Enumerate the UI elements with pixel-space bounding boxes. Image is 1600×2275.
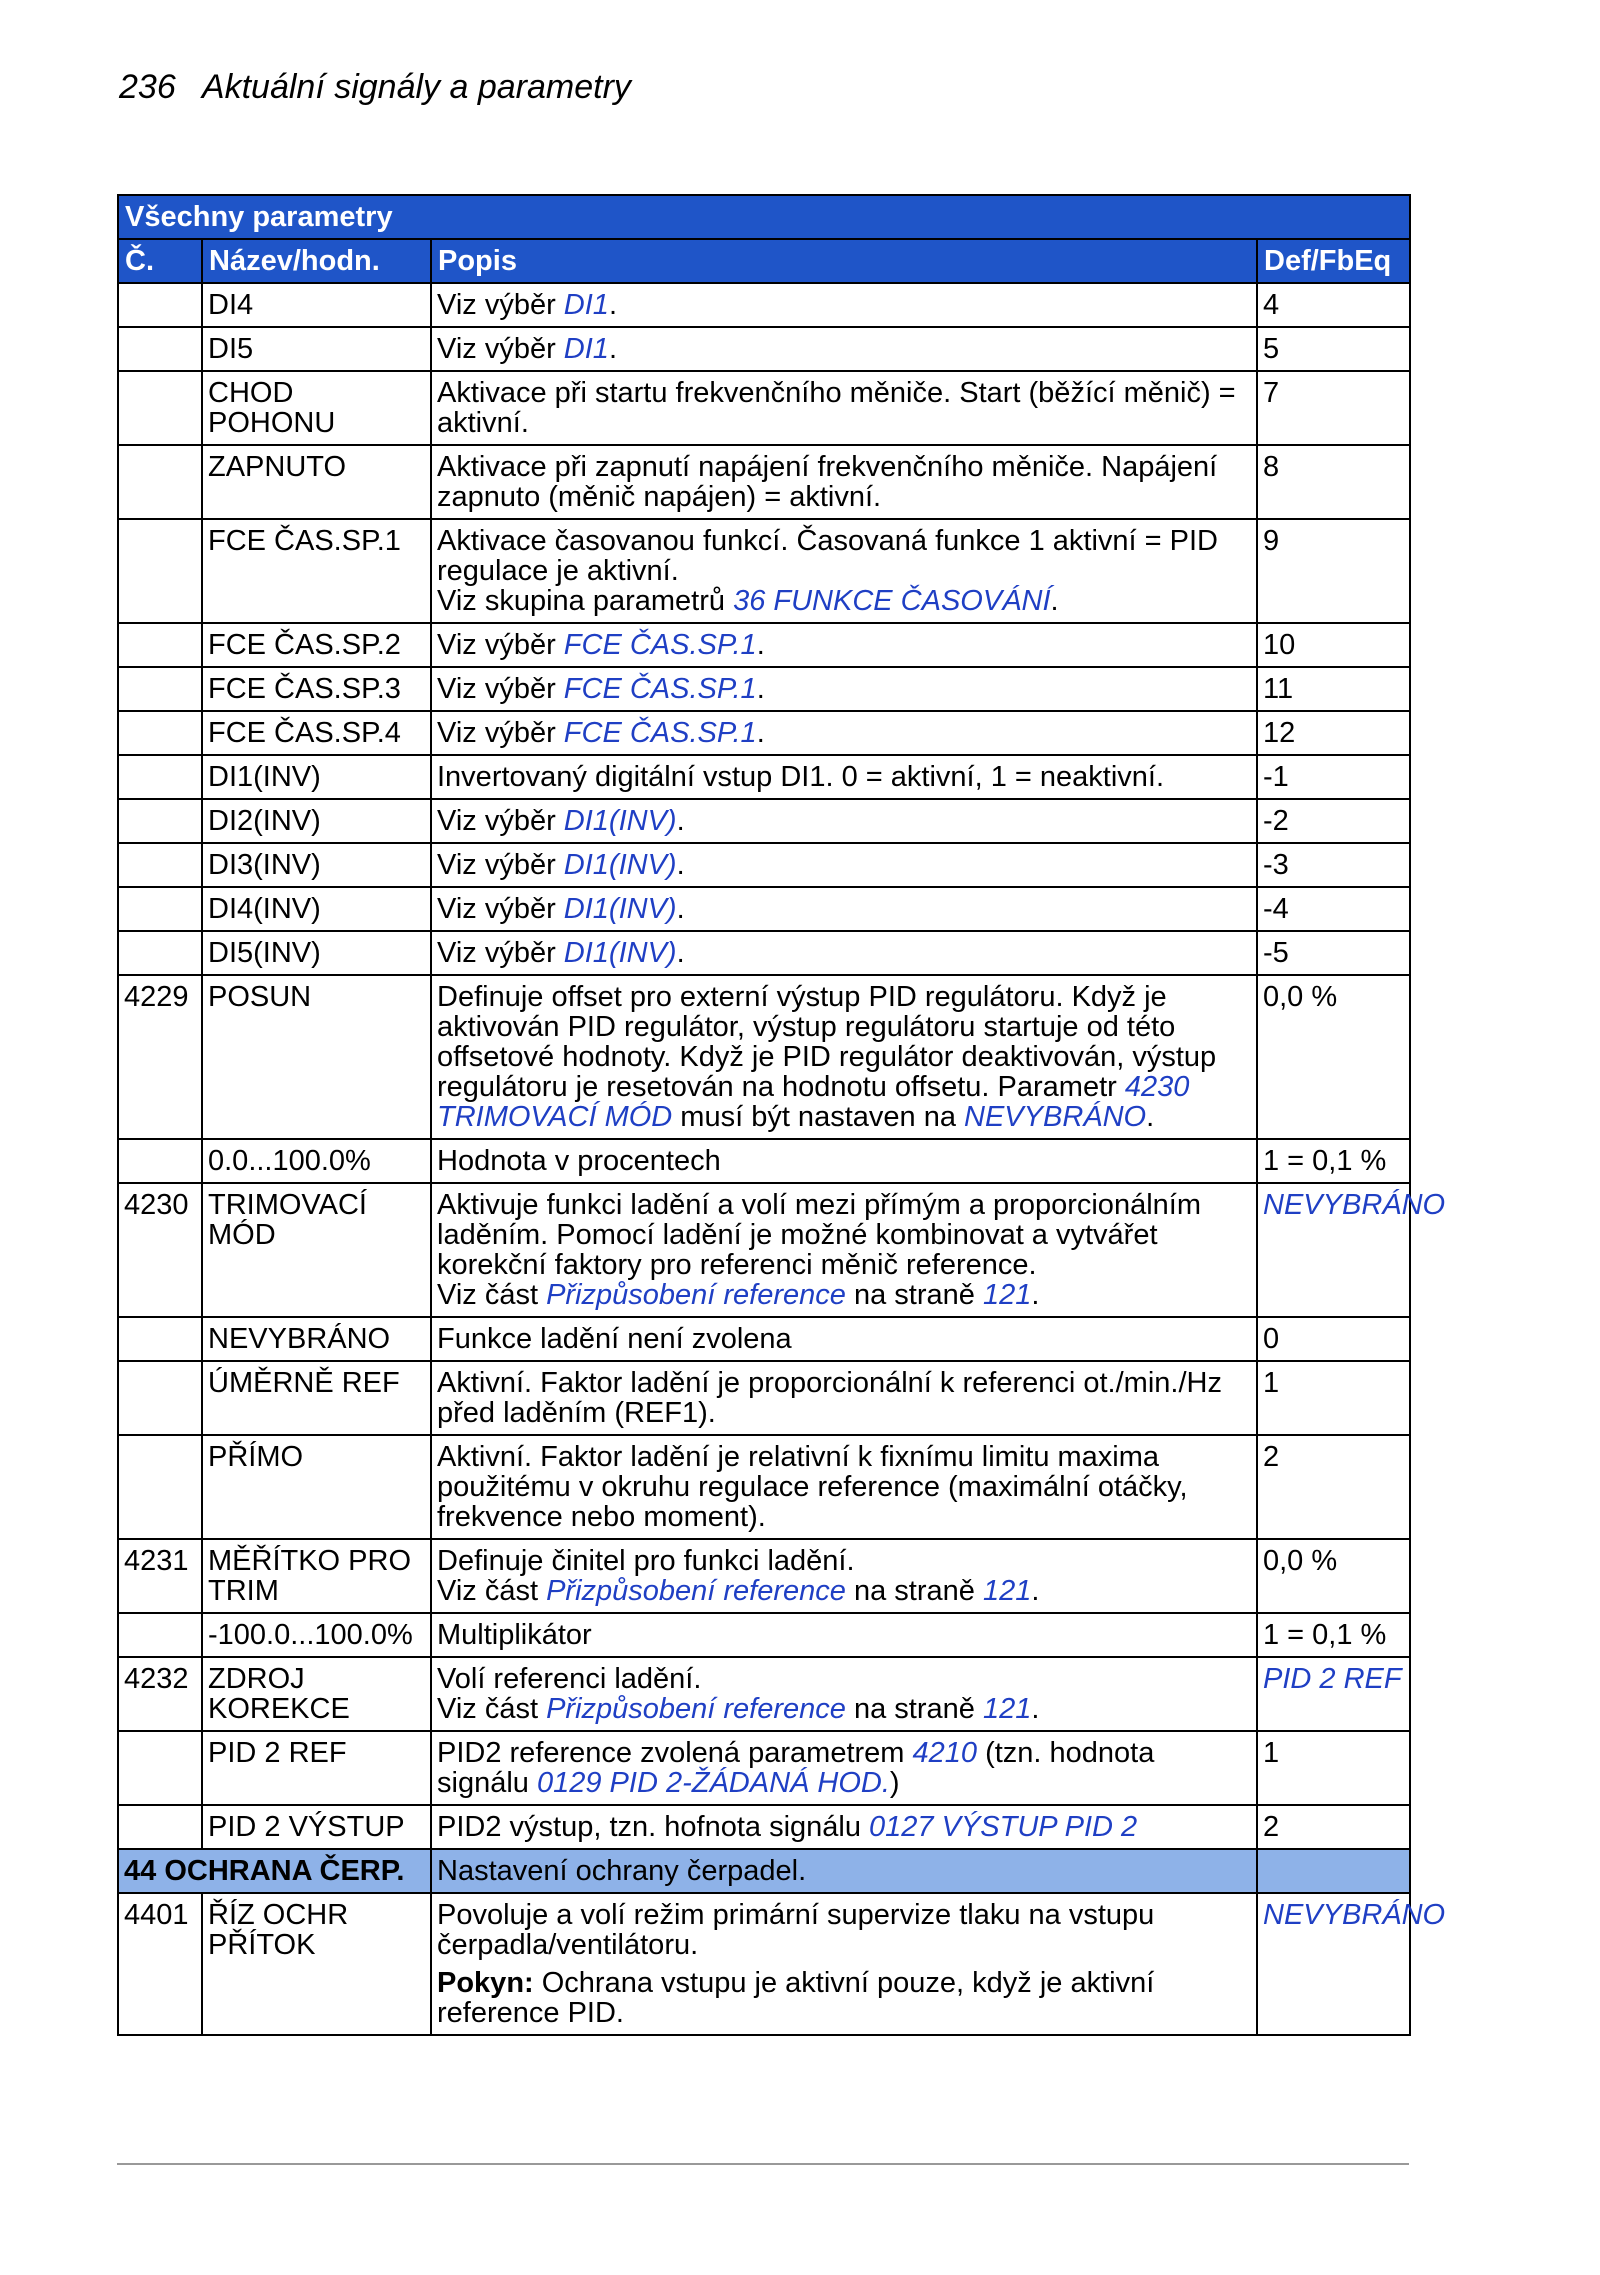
param-number: 4230 [118, 1183, 202, 1317]
param-number [118, 623, 202, 667]
description-text: (tzn. hodnota signálu [437, 1737, 1155, 1799]
param-number [118, 843, 202, 887]
param-default: -2 [1257, 799, 1410, 843]
param-name: ÚMĚRNĚ REF [202, 1361, 431, 1435]
param-number [118, 711, 202, 755]
param-name: FCE ČAS.SP.1 [202, 519, 431, 623]
param-description [431, 1805, 1257, 1849]
description-text: Viz výběr [437, 717, 564, 749]
description-text: Viz výběr [437, 333, 564, 365]
param-name: ZDROJ KOREKCE [202, 1657, 431, 1731]
parameters-table [117, 194, 1446, 2036]
table-title-row [118, 195, 1410, 239]
table-row [118, 711, 1410, 755]
param-name: FCE ČAS.SP.4 [202, 711, 431, 755]
param-number [118, 519, 202, 623]
description-text: . [1050, 585, 1059, 617]
cross-reference-link[interactable]: Přizpůsobení reference [546, 1693, 846, 1725]
param-default: 11 [1257, 667, 1410, 711]
param-number [118, 887, 202, 931]
param-description [431, 623, 1257, 667]
description-text: . [676, 893, 685, 925]
param-default: 5 [1257, 327, 1410, 371]
cross-reference-link[interactable]: DI1(INV) [563, 849, 677, 881]
param-default: 9 [1257, 519, 1410, 623]
description-text: . [676, 805, 685, 837]
param-description [431, 1539, 1257, 1613]
param-name: ŘÍZ OCHR PŘÍTOK [202, 1893, 431, 2035]
table-row [118, 755, 1410, 799]
param-default: 7 [1257, 371, 1410, 445]
description-text: Aktivní. Faktor ladění je relativní k fixnímu limitu maxima použitému v okruhu regulace reference (maximální otáčky, frekvence nebo moment). [437, 1441, 1188, 1533]
description-text: Definuje offset pro externí výstup PID regulátoru. Když je aktivován PID regulátor, výstup regulátoru startuje od této offsetové hodnoty. Když je PID regulátor deaktivován, výstup regulátoru je resetován na hodnotu offsetu. Parametr [437, 981, 1217, 1103]
param-default: -5 [1257, 931, 1410, 975]
table-row [118, 843, 1410, 887]
cross-reference-link[interactable]: 4230 TRIMOVACÍ MÓD [437, 1071, 1190, 1133]
cross-reference-link[interactable]: DI1 [563, 289, 609, 321]
param-description [431, 667, 1257, 711]
param-name: DI4(INV) [202, 887, 431, 931]
param-number [118, 755, 202, 799]
table-row [118, 1435, 1410, 1539]
param-description [431, 1657, 1257, 1731]
param-default: 4 [1257, 283, 1410, 327]
description-text: Aktivní. Faktor ladění je proporcionální k referenci ot./min./Hz před laděním (REF1). [437, 1367, 1222, 1429]
cross-reference-link[interactable]: DI1(INV) [563, 937, 677, 969]
table-row [118, 371, 1410, 445]
param-name: FCE ČAS.SP.3 [202, 667, 431, 711]
param-default: 8 [1257, 445, 1410, 519]
param-default: -3 [1257, 843, 1410, 887]
cross-reference-link[interactable]: 121 [982, 1693, 1032, 1725]
param-name: PID 2 REF [202, 1731, 431, 1805]
description-text: . [608, 289, 617, 321]
param-number: 4232 [118, 1657, 202, 1731]
description-text: Hodnota v procentech [437, 1145, 721, 1177]
param-name: DI5 [202, 327, 431, 371]
description-text: Viz výběr [437, 893, 564, 925]
description-text: . [756, 629, 765, 661]
cross-reference-link[interactable]: 0127 VÝSTUP PID 2 [869, 1811, 1138, 1843]
param-default: 1 = 0,1 % [1257, 1139, 1410, 1183]
param-number [118, 327, 202, 371]
param-default: -4 [1257, 887, 1410, 931]
table-row [118, 1539, 1410, 1613]
description-text: Viz výběr [437, 849, 564, 881]
page-title: Aktuální signály a parametry [201, 68, 631, 106]
table-row [118, 283, 1410, 327]
cross-reference-link[interactable]: 36 FUNKCE ČASOVÁNÍ [733, 585, 1051, 617]
description-text: . [1031, 1279, 1040, 1311]
description-text: Aktivace časovanou funkcí. Časovaná funkce 1 aktivní = PID regulace je aktivní. [437, 525, 1219, 587]
description-text: Funkce ladění není zvolena [437, 1323, 792, 1355]
page-number: 236 [119, 68, 176, 106]
description-text: Viz část [437, 1575, 547, 1607]
param-number [118, 667, 202, 711]
param-name: TRIMOVACÍ MÓD [202, 1183, 431, 1317]
param-number [118, 799, 202, 843]
description-text: Viz část [437, 1693, 547, 1725]
param-number [118, 1139, 202, 1183]
table-row [118, 799, 1410, 843]
param-default: 0 [1257, 1317, 1410, 1361]
param-description [431, 1849, 1257, 1893]
param-description [431, 445, 1257, 519]
table-row [118, 1805, 1410, 1849]
param-description [431, 1361, 1257, 1435]
param-default: 1 = 0,1 % [1257, 1613, 1410, 1657]
param-name: DI3(INV) [202, 843, 431, 887]
param-description [431, 931, 1257, 975]
param-name: DI5(INV) [202, 931, 431, 975]
param-name: 0.0...100.0% [202, 1139, 431, 1183]
param-number: 4229 [118, 975, 202, 1139]
param-default [1257, 1849, 1410, 1893]
cross-reference-link[interactable]: DI1(INV) [563, 805, 677, 837]
param-number [118, 371, 202, 445]
col-header-number: Č. [118, 239, 202, 283]
param-description [431, 1317, 1257, 1361]
param-name: MĚŘÍTKO PRO TRIM [202, 1539, 431, 1613]
table-row [118, 623, 1410, 667]
param-name: DI1(INV) [202, 755, 431, 799]
table-row [118, 445, 1410, 519]
description-text: . [1031, 1575, 1040, 1607]
table-row [118, 887, 1410, 931]
table-row [118, 519, 1410, 623]
table-row [118, 327, 1410, 371]
description-text: . [756, 717, 765, 749]
description-text: Viz skupina parametrů [437, 585, 734, 617]
param-name: DI4 [202, 283, 431, 327]
param-number [118, 1613, 202, 1657]
description-text: musí být nastaven na [672, 1101, 965, 1133]
table-row [118, 1893, 1410, 2035]
cross-reference-link[interactable]: Přizpůsobení reference [546, 1575, 846, 1607]
description-text: Invertovaný digitální vstup DI1. 0 = aktivní, 1 = neaktivní. [437, 761, 1165, 793]
param-description [431, 799, 1257, 843]
description-text: Viz výběr [437, 673, 564, 705]
col-header-default: Def/FbEq [1257, 239, 1410, 283]
description-text: . [1146, 1101, 1155, 1133]
table-row [118, 1613, 1410, 1657]
param-default: 2 [1257, 1435, 1410, 1539]
cross-reference-link[interactable]: DI1(INV) [563, 893, 677, 925]
table-row [118, 931, 1410, 975]
param-name: DI2(INV) [202, 799, 431, 843]
param-name: NEVYBRÁNO [202, 1317, 431, 1361]
param-number [118, 931, 202, 975]
param-number: 4401 [118, 1893, 202, 2035]
param-default: 12 [1257, 711, 1410, 755]
group-row [118, 1849, 1410, 1893]
description-text: . [676, 937, 685, 969]
param-number [118, 1317, 202, 1361]
description-text: Povoluje a volí režim primární supervize tlaku na vstupu čerpadla/ventilátoru. [437, 1899, 1155, 1961]
param-default: -1 [1257, 755, 1410, 799]
param-default[interactable]: NEVYBRÁNO [1257, 1893, 1410, 2035]
table-row [118, 1183, 1410, 1317]
param-number [118, 283, 202, 327]
description-text: PID2 výstup, tzn. hofnota signálu [437, 1811, 870, 1843]
table-row [118, 1139, 1410, 1183]
description-text: Ochrana vstupu je aktivní pouze, když je aktivní reference PID. [437, 1967, 1155, 2029]
param-name: CHOD POHONU [202, 371, 431, 445]
param-description [431, 1731, 1257, 1805]
cross-reference-link[interactable]: FCE ČAS.SP.1 [563, 673, 757, 705]
param-number: 4231 [118, 1539, 202, 1613]
param-default: 10 [1257, 623, 1410, 667]
description-text: Multiplikátor [437, 1619, 592, 1651]
param-name: ZAPNUTO [202, 445, 431, 519]
cross-reference-link[interactable]: NEVYBRÁNO [964, 1101, 1147, 1133]
param-default: 2 [1257, 1805, 1410, 1849]
description-text: Definuje činitel pro funkci ladění. [437, 1545, 855, 1577]
param-default: 1 [1257, 1361, 1410, 1435]
param-description [431, 1435, 1257, 1539]
description-text: PID2 reference zvolená parametrem [437, 1737, 913, 1769]
param-name: FCE ČAS.SP.2 [202, 623, 431, 667]
description-text: Aktivuje funkci ladění a volí mezi přímým a proporcionálním laděním. Pomocí ladění je možné kombinovat a vytvářet korekční faktory pro referenci měnič reference. [437, 1189, 1201, 1281]
description-text: na straně [845, 1693, 983, 1725]
param-description [431, 327, 1257, 371]
description-text: Nastavení ochrany čerpadel. [437, 1855, 807, 1887]
cross-reference-link[interactable]: 121 [982, 1279, 1032, 1311]
description-text: na straně [845, 1575, 983, 1607]
page-header [119, 68, 631, 107]
description-text: Viz výběr [437, 289, 564, 321]
param-name: POSUN [202, 975, 431, 1139]
description-text: . [676, 849, 685, 881]
param-description [431, 755, 1257, 799]
param-description [431, 1893, 1257, 2035]
param-description [431, 1183, 1257, 1317]
description-text: Aktivace při zapnutí napájení frekvenčního měniče. Napájení zapnuto (měnič napájen) = aktivní. [437, 451, 1218, 513]
col-header-description: Popis [431, 239, 1257, 283]
group-name: 44 OCHRANA ČERP. [118, 1849, 431, 1893]
description-text: Viz výběr [437, 937, 564, 969]
param-number [118, 1805, 202, 1849]
description-text: ) [889, 1767, 900, 1799]
table-title: Všechny parametry [118, 195, 1410, 239]
description-text: Volí referenci ladění. [437, 1663, 702, 1695]
param-description [431, 1139, 1257, 1183]
param-default: 1 [1257, 1731, 1410, 1805]
description-text: Viz výběr [437, 805, 564, 837]
cross-reference-link[interactable]: 0129 PID 2-ŽÁDANÁ HOD. [536, 1767, 890, 1799]
table-row [118, 1657, 1410, 1731]
param-description [431, 1613, 1257, 1657]
col-header-name: Název/hodn. [202, 239, 431, 283]
param-number [118, 1435, 202, 1539]
description-text: Viz výběr [437, 629, 564, 661]
description-text: . [1031, 1693, 1040, 1725]
param-number [118, 1731, 202, 1805]
param-number [118, 1361, 202, 1435]
table-row [118, 975, 1410, 1139]
param-description [431, 283, 1257, 327]
cross-reference-link[interactable]: Přizpůsobení reference [546, 1279, 846, 1311]
param-description [431, 711, 1257, 755]
description-text: . [608, 333, 617, 365]
table-row [118, 1317, 1410, 1361]
param-default[interactable]: NEVYBRÁNO [1257, 1183, 1410, 1317]
param-name: -100.0...100.0% [202, 1613, 431, 1657]
table-row [118, 1361, 1410, 1435]
description-text: Aktivace při startu frekvenčního měniče. Start (běžící měnič) = aktivní. [437, 377, 1236, 439]
footer-rule [117, 2163, 1409, 2165]
param-description [431, 975, 1257, 1139]
param-default: 0,0 % [1257, 975, 1410, 1139]
description-text: na straně [845, 1279, 983, 1311]
cross-reference-link[interactable]: FCE ČAS.SP.1 [563, 629, 757, 661]
description-text: . [756, 673, 765, 705]
cross-reference-link[interactable]: FCE ČAS.SP.1 [563, 717, 757, 749]
table-row [118, 1731, 1410, 1805]
cross-reference-link[interactable]: DI1 [563, 333, 609, 365]
cross-reference-link[interactable]: 121 [982, 1575, 1032, 1607]
description-text: Viz část [437, 1279, 547, 1311]
param-default[interactable]: PID 2 REF [1257, 1657, 1410, 1731]
param-default: 0,0 % [1257, 1539, 1410, 1613]
param-description [431, 887, 1257, 931]
table-row [118, 667, 1410, 711]
param-name: PŘÍMO [202, 1435, 431, 1539]
note-label: Pokyn: [437, 1967, 534, 1999]
param-description [431, 843, 1257, 887]
param-number [118, 445, 202, 519]
cross-reference-link[interactable]: 4210 [912, 1737, 978, 1769]
column-header-row [118, 239, 1410, 283]
param-description [431, 519, 1257, 623]
param-name: PID 2 VÝSTUP [202, 1805, 431, 1849]
param-description [431, 371, 1257, 445]
